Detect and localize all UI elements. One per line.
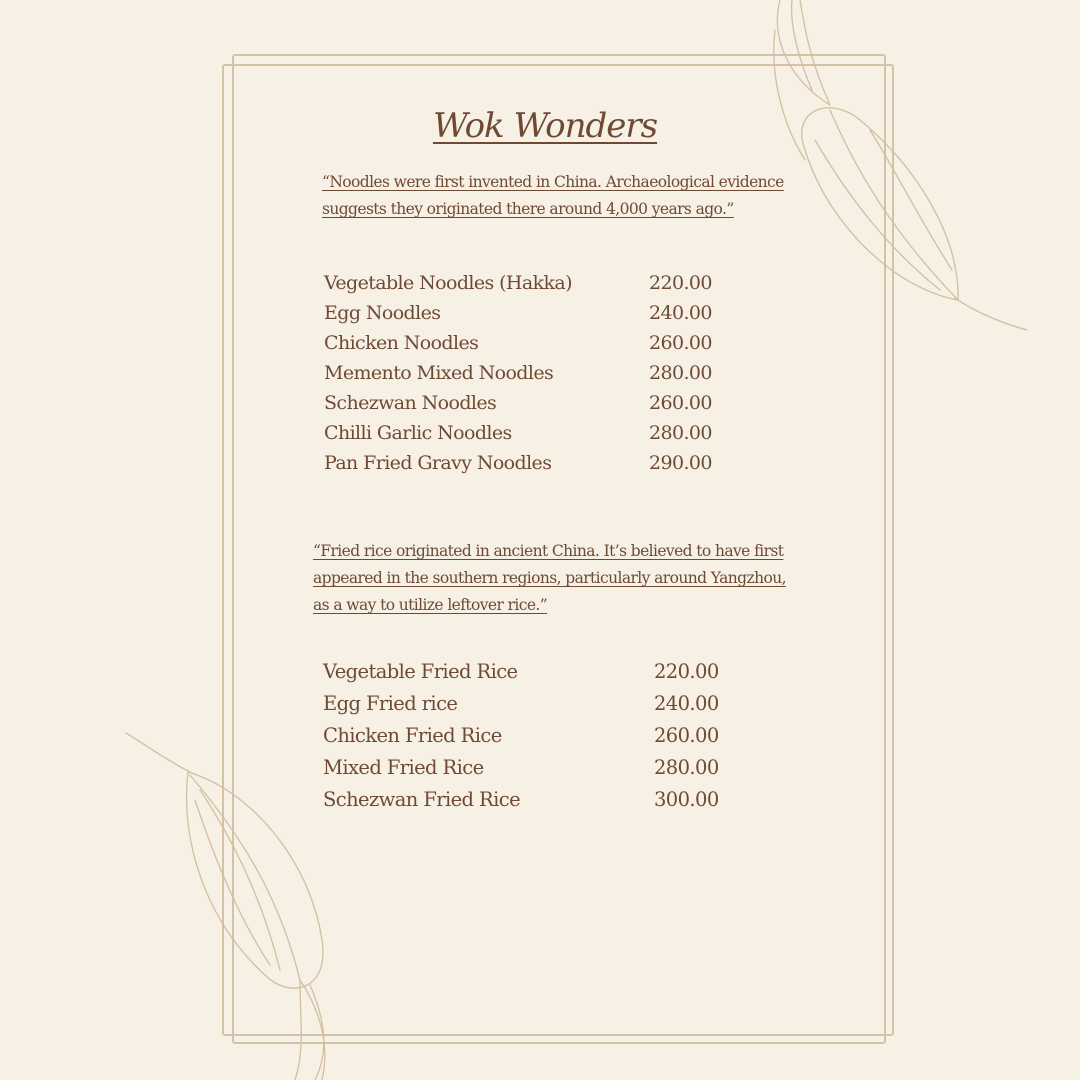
item-price: 220.00 [649,272,712,294]
item-name: Vegetable Noodles (Hakka) [324,272,572,294]
item-name: Chicken Noodles [324,332,479,354]
item-price: 280.00 [649,422,712,444]
leaf-top-right-upper [777,0,830,105]
leaf-stem-bottom-left [126,733,190,772]
item-name: Memento Mixed Noodles [324,362,554,384]
leaf-bottom-left-lower [295,980,325,1080]
item-price: 290.00 [649,452,712,474]
item-price: 240.00 [654,692,719,715]
item-price: 300.00 [654,788,719,811]
item-name: Chicken Fried Rice [323,724,502,747]
item-name: Vegetable Fried Rice [323,660,518,683]
item-name: Egg Fried rice [323,692,458,715]
item-name: Schezwan Noodles [324,392,497,414]
item-price: 260.00 [649,332,712,354]
leaf-bottom-left-vein [190,775,300,980]
item-name: Schezwan Fried Rice [323,788,521,811]
menu-title: Wok Wonders [432,106,658,146]
noodles-quote: “Noodles were first invented in China. Archaeological evidence suggests they originated there around 4,000 years ago.” [322,173,784,218]
item-name: Egg Noodles [324,302,441,324]
item-name: Chilli Garlic Noodles [324,422,512,444]
leaf-bottom-left-large [187,772,323,988]
leaf-bottom-left-vein3 [195,800,270,965]
item-name: Pan Fried Gravy Noodles [324,452,552,474]
item-name: Mixed Fried Rice [323,756,484,779]
leaf-top-right-vein3 [870,130,952,270]
leaf-bottom-left-vein2 [200,790,280,970]
leaf-top-right-vein2 [815,140,940,290]
item-price: 240.00 [649,302,712,324]
item-price: 260.00 [654,724,719,747]
item-price: 220.00 [654,660,719,683]
item-price: 280.00 [654,756,719,779]
fried-rice-quote: “Fried rice originated in ancient China. It’s believed to have first appeared in the southern regions, particularly around Yangzhou, as a way to utilize leftover rice.” [313,542,786,614]
leaf-stem-top-right [955,298,1027,330]
item-price: 280.00 [649,362,712,384]
item-price: 260.00 [649,392,712,414]
